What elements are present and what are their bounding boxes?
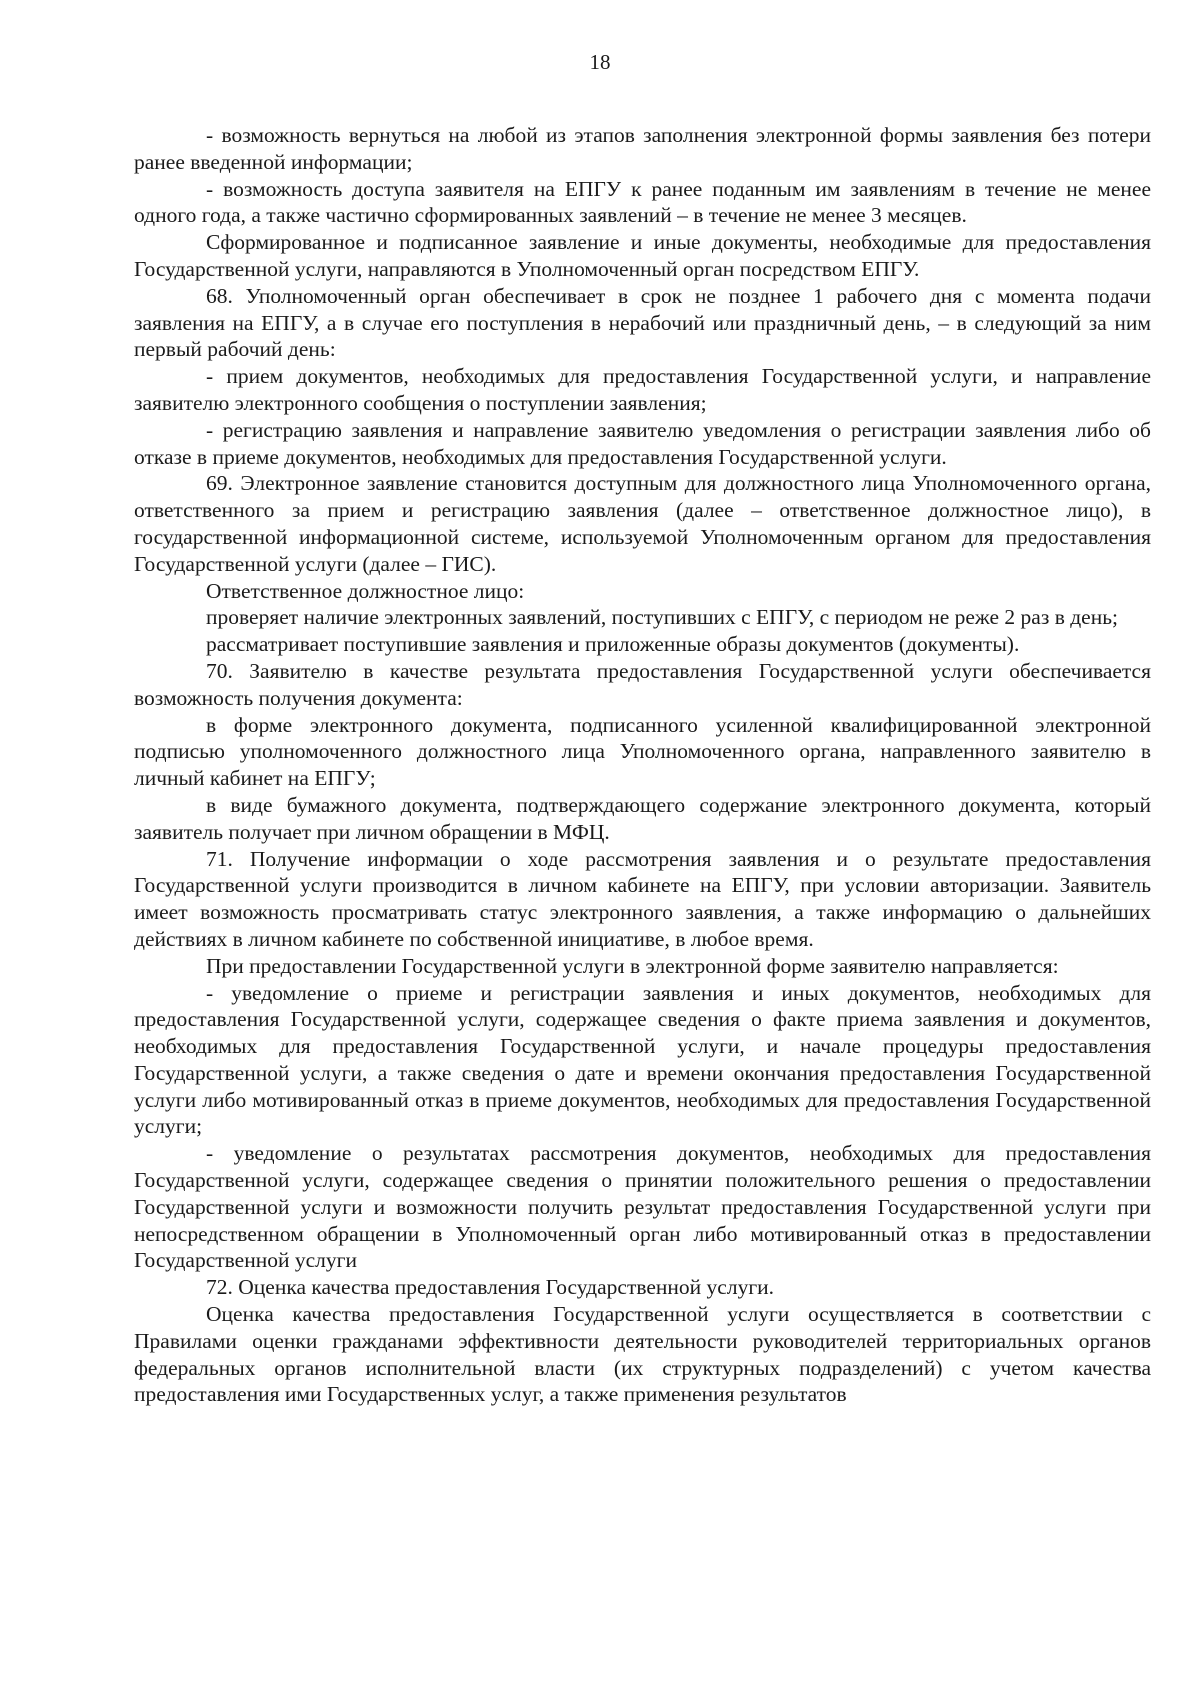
paragraph: проверяет наличие электронных заявлений, поступивших с ЕПГУ, с периодом не реже 2 раз в день; [206,605,1118,630]
paragraph: Оценка качества предоставления Государственной услуги осуществляется в соответствии с Правилами оценки гражданами эффективности деятельности руководителей территориальных органов федеральных органов исполнительной власти (их структурных подразделений) с учетом качества предоставления ими Государственных услуг, а также применения результатов [134,1302,1151,1407]
document-body [134,122,1151,1408]
paragraph: - прием документов, необходимых для предоставления Государственной услуги, и направление заявителю электронного сообщения о поступлении заявления; [134,364,1151,415]
paragraph: 68. Уполномоченный орган обеспечивает в срок не позднее 1 рабочего дня с момента подачи заявления на ЕПГУ, а в случае его поступления в нерабочий или праздничный день, – в следующий за ним первый рабочий день: [134,283,1151,362]
paragraph: Ответственное должностное лицо: [206,578,525,603]
paragraph: - уведомление о приеме и регистрации заявления и иных документов, необходимых для предоставления Государственной услуги, содержащее сведения о факте приема заявления и документов, необходимых для предоставления Государственной услуги, и начале процедуры предоставления Государственной услуги, а также сведения о дате и времени окончания предоставления Государственной услуги либо мотивированный отказ в приеме документов, необходимых для предоставления Государственной услуги; [134,980,1151,1139]
paragraph: рассматривает поступившие заявления и приложенные образы документов (документы). [206,632,1020,657]
paragraph: Сформированное и подписанное заявление и иные документы, необходимые для предоставления Государственной услуги, направляются в Уполномоченный орган посредством ЕПГУ. [134,230,1151,281]
paragraph: 70. Заявителю в качестве результата предоставления Государственной услуги обеспечивается возможность получения документа: [134,658,1151,710]
paragraph: 71. Получение информации о ходе рассмотрения заявления и о результате предоставления Государственной услуги производится в личном кабинете на ЕПГУ, при условии авторизации. Заявитель имеет возможность просматривать статус электронного заявления, а также информацию о дальнейших действиях в личном кабинете по собственной инициативе, в любое время. [134,846,1151,951]
paragraph: При предоставлении Государственной услуги в электронной форме заявителю направляется: [206,953,1059,978]
paragraph: в виде бумажного документа, подтверждающего содержание электронного документа, который заявитель получает при личном обращении в МФЦ. [134,792,1151,844]
paragraph: в форме электронного документа, подписанного усиленной квалифицированной электронной подписью уполномоченного должностного лица Уполномоченного органа, направленного заявителю в личный кабинет на ЕПГУ; [134,712,1151,791]
paragraph: 72. Оценка качества предоставления Государственной услуги. [206,1275,775,1300]
paragraph: - возможность доступа заявителя на ЕПГУ к ранее поданным им заявлениям в течение не менее одного года, а также частично сформированных заявлений – в течение не менее 3 месяцев. [134,176,1151,228]
page-number: 18 [589,50,611,74]
paragraph: - уведомление о результатах рассмотрения документов, необходимых для предоставления Государственной услуги, содержащее сведения о принятии положительного решения о предоставлении Государственной услуги и возможности получить результат предоставления Государственной услуги при непосредственном обращении в Уполномоченный орган либо мотивированный отказ в предоставлении Государственной услуги [134,1141,1151,1273]
paragraph: - регистрацию заявления и направление заявителю уведомления о регистрации заявления либо об отказе в приеме документов, необходимых для предоставления Государственной услуги. [134,417,1151,469]
paragraph: - возможность вернуться на любой из этапов заполнения электронной формы заявления без потери ранее введенной информации; [134,123,1151,174]
paragraph: 69. Электронное заявление становится доступным для должностного лица Уполномоченного органа, ответственного за прием и регистрацию заявления (далее – ответственное должностное лицо), в государственной информационной системе, используемой Уполномоченным органом для предоставления Государственной услуги (далее – ГИС). [134,471,1151,576]
